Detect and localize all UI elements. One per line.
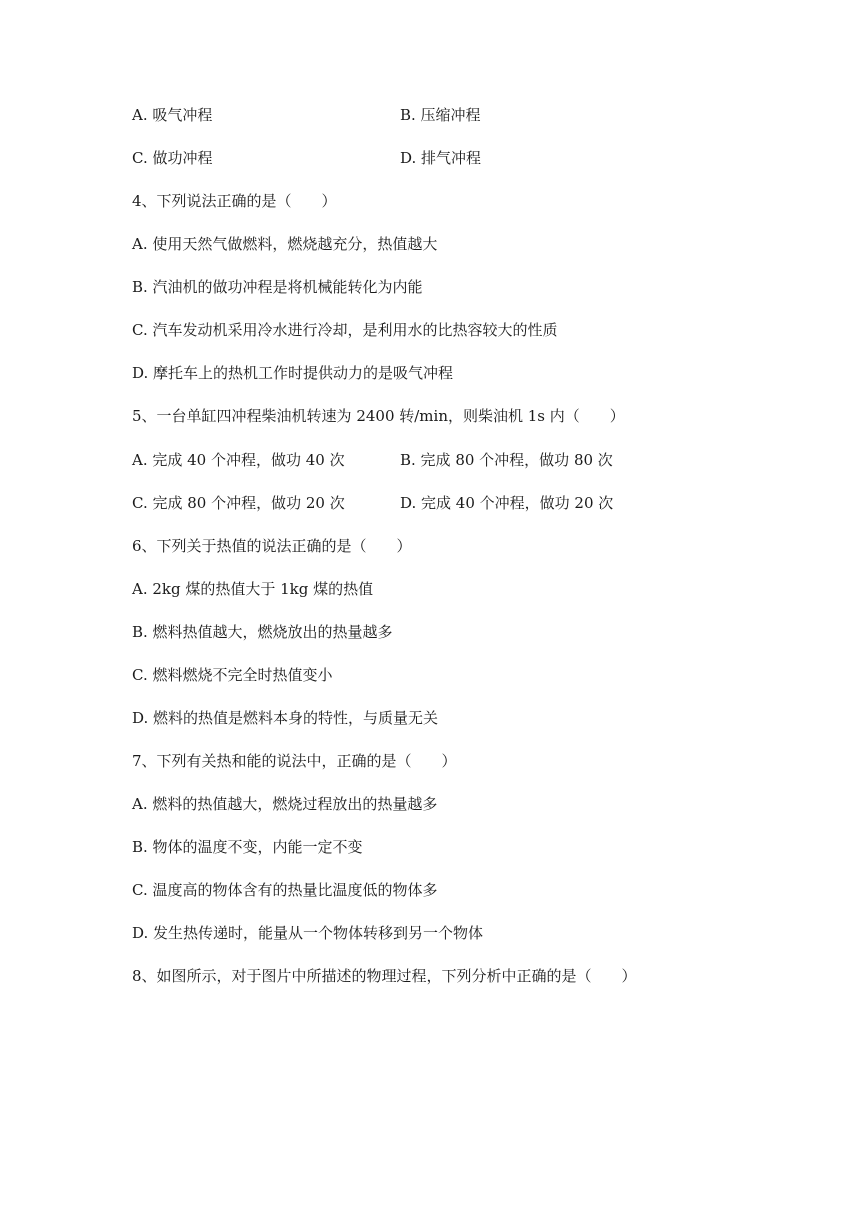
q3-option-c: C. 做功冲程 <box>132 149 213 167</box>
q5-option-c: C. 完成 80 个冲程，做功 20 次 <box>132 494 345 512</box>
q6-option-b: B. 燃料热值越大，燃烧放出的热量越多 <box>132 623 393 641</box>
q3-option-a: A. 吸气冲程 <box>132 106 213 124</box>
q5-option-b: B. 完成 80 个冲程，做功 80 次 <box>400 451 613 469</box>
q7-option-b: B. 物体的温度不变，内能一定不变 <box>132 838 363 856</box>
q4-option-c: C. 汽车发动机采用冷水进行冷却，是利用水的比热容较大的性质 <box>132 321 558 339</box>
q6-option-d: D. 燃料的热值是燃料本身的特性，与质量无关 <box>132 709 439 727</box>
q5-option-d: D. 完成 40 个冲程，做功 20 次 <box>400 494 614 512</box>
q4-option-d: D. 摩托车上的热机工作时提供动力的是吸气冲程 <box>132 364 454 382</box>
q3-option-d: D. 排气冲程 <box>400 149 482 167</box>
q4-option-b: B. 汽油机的做功冲程是将机械能转化为内能 <box>132 278 423 296</box>
q6-option-c: C. 燃料燃烧不完全时热值变小 <box>132 666 333 684</box>
q8-stem: 8、如图所示，对于图片中所描述的物理过程，下列分析中正确的是（ ） <box>132 967 637 985</box>
q4-option-a: A. 使用天然气做燃料，燃烧越充分，热值越大 <box>132 235 438 253</box>
q7-option-c: C. 温度高的物体含有的热量比温度低的物体多 <box>132 881 438 899</box>
q7-option-a: A. 燃料的热值越大，燃烧过程放出的热量越多 <box>132 795 438 813</box>
q7-option-d: D. 发生热传递时，能量从一个物体转移到另一个物体 <box>132 924 484 942</box>
q5-stem: 5、一台单缸四冲程柴油机转速为 2400 转/min，则柴油机 1s 内（ ） <box>132 407 625 425</box>
q6-stem: 6、下列关于热值的说法正确的是（ ） <box>132 537 412 555</box>
q5-option-a: A. 完成 40 个冲程，做功 40 次 <box>132 451 345 469</box>
q6-option-a: A. 2kg 煤的热值大于 1kg 煤的热值 <box>132 580 374 598</box>
q7-stem: 7、下列有关热和能的说法中，正确的是（ ） <box>132 752 457 770</box>
q3-option-b: B. 压缩冲程 <box>400 106 481 124</box>
q4-stem: 4、下列说法正确的是（ ） <box>132 192 337 210</box>
